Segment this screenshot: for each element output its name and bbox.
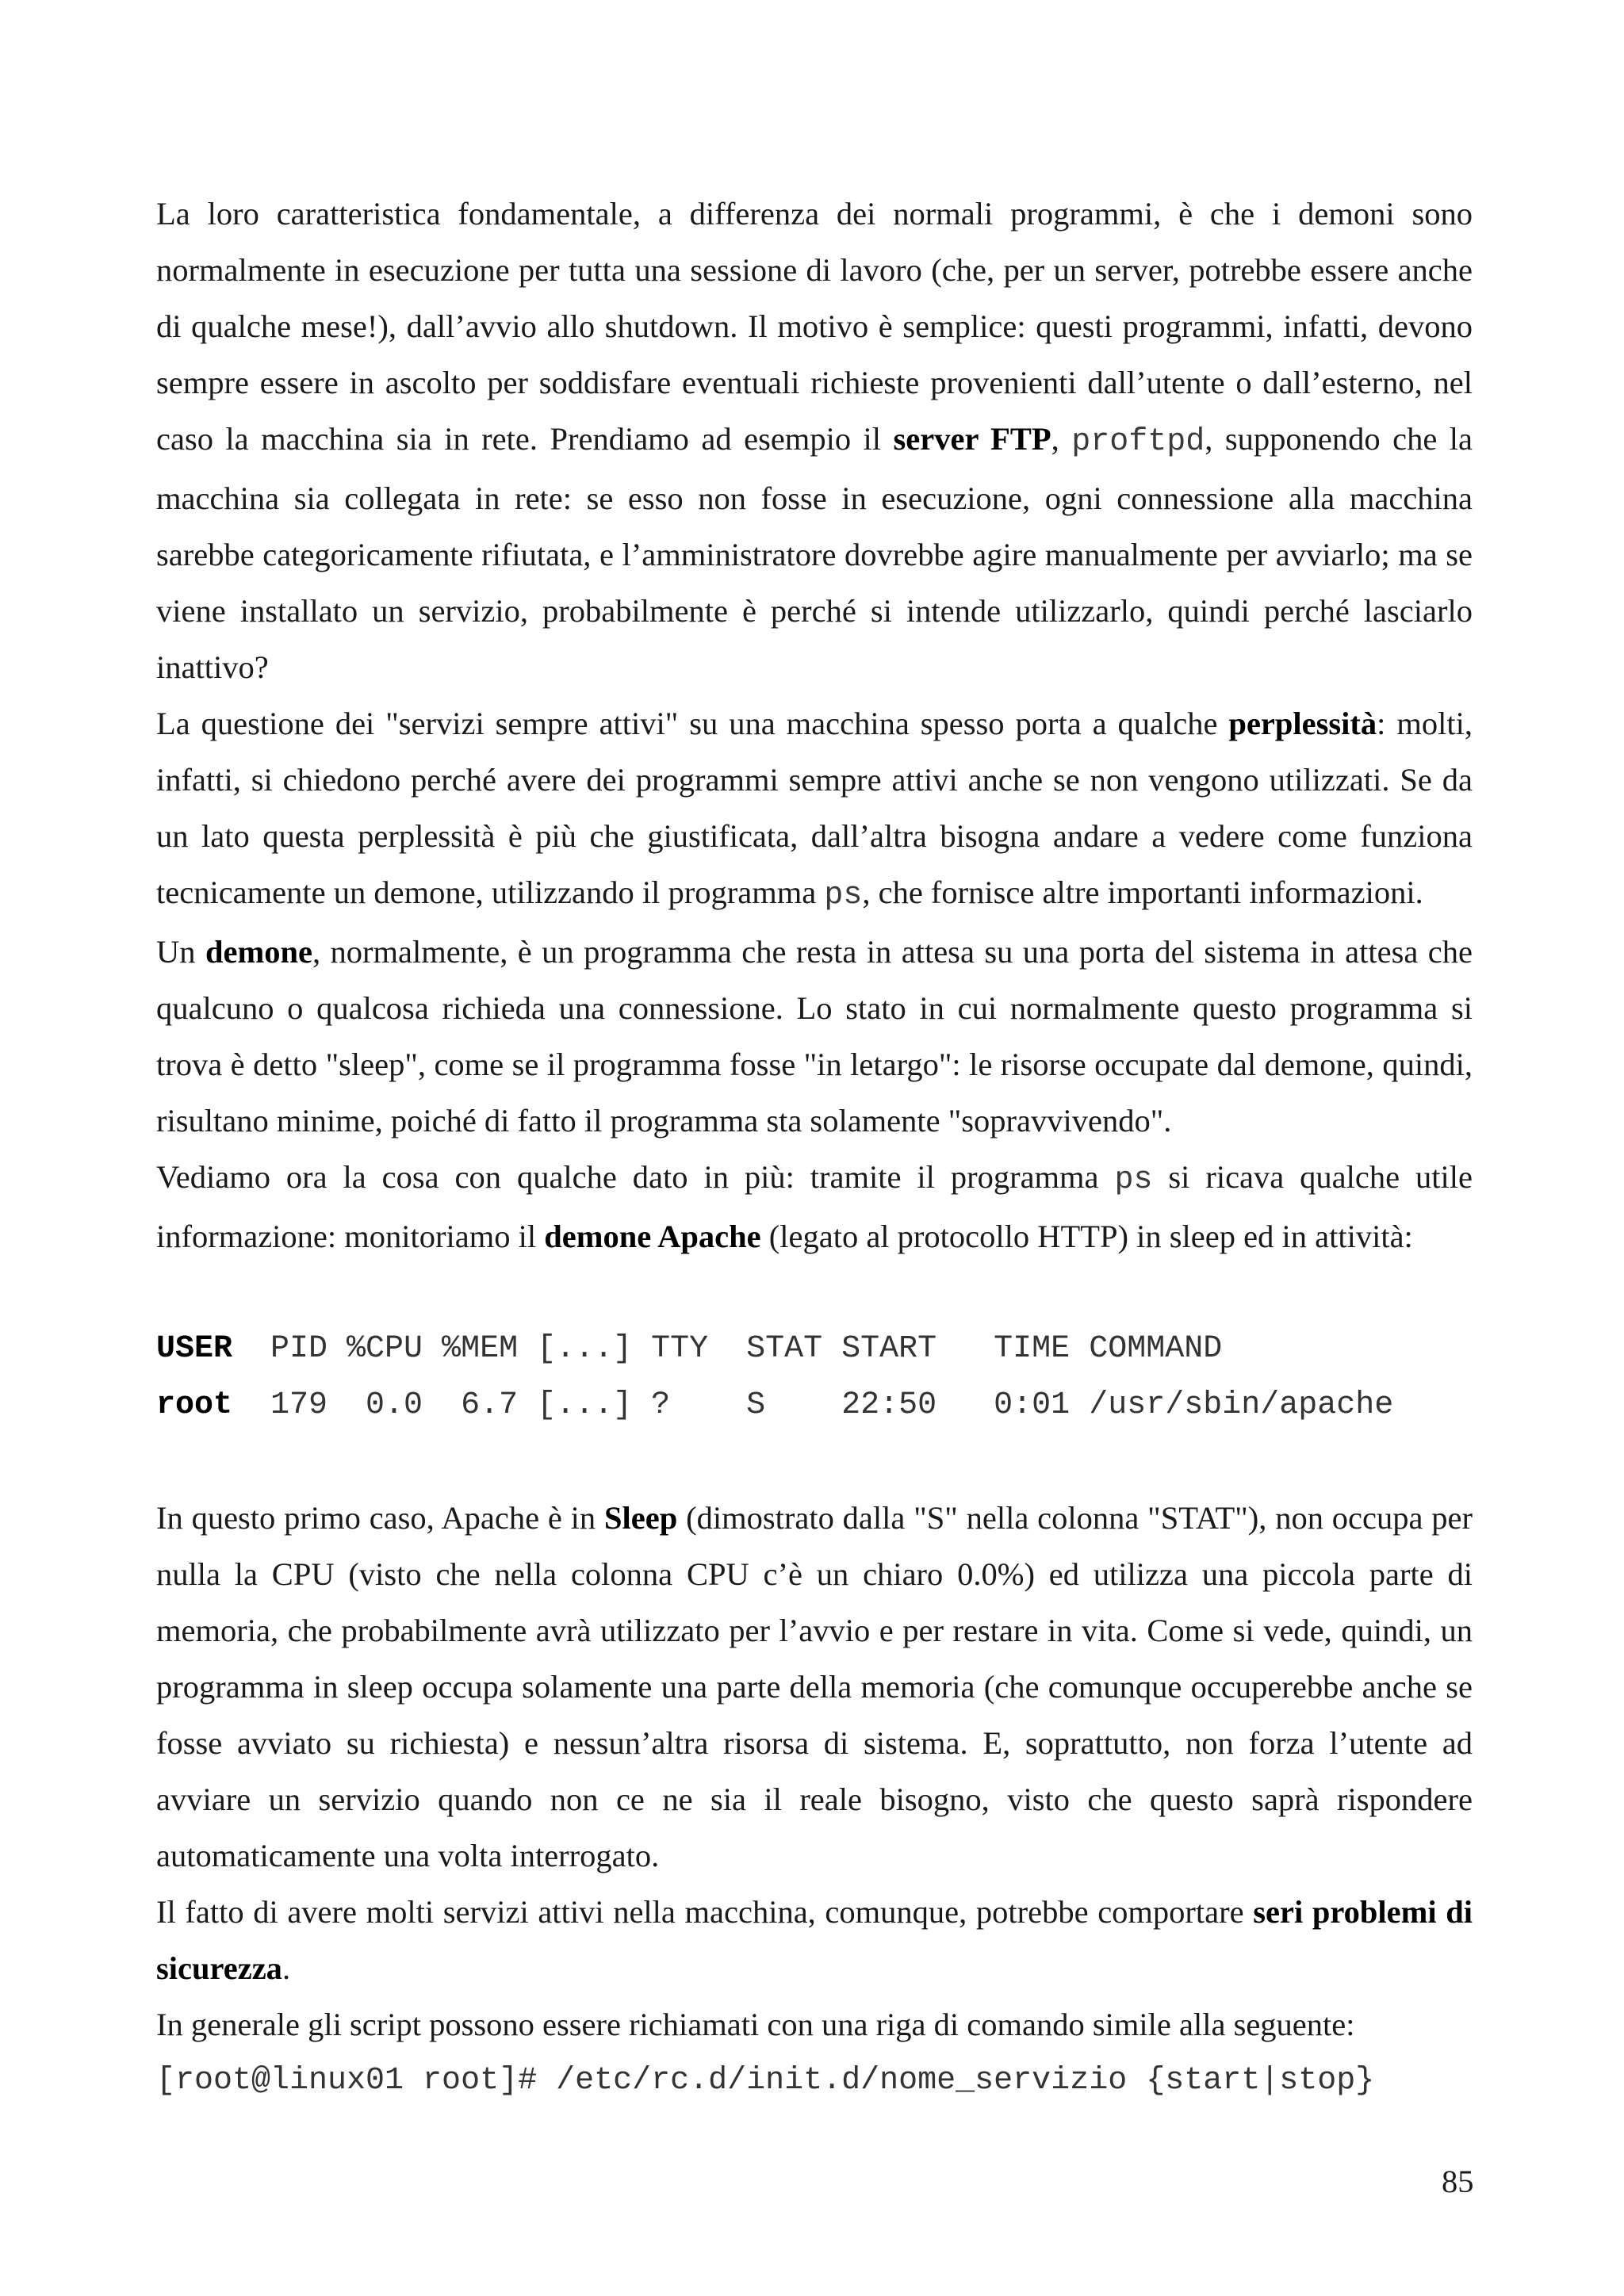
paragraph-daemon-definition: Un demone, normalmente, è un programma che resta in attesa su una porta del sistema in attesa che qualcuno o qualcosa richieda una connessione. Lo stato in cui normalmente questo programma si trova è detto "sleep", come se il programma fosse "in letargo": le risorse occupate dal demone, quindi, risultano minime, poiché di fatto il programma sta solamente "sopravvivendo". <box>156 934 1473 1138</box>
code-ps-2: ps <box>1114 1162 1153 1198</box>
paragraph-sleep-explanation: In questo primo caso, Apache è in Sleep (dimostrato dalla "S" nella colonna "STAT"), non occupa per nulla la CPU (visto che nella colonna CPU c’è un chiaro 0.0%) ed utilizza una piccola parte di memoria, che probabilmente avrà utilizzato per l’avvio e per restare in vita. Come si vede, quindi, un programma in sleep occupa solamente una parte della memoria (che comunque occuperebbe anche se fosse avviato su richiesta) e nessun’altra risorsa di sistema. E, soprattutto, non forza l’utente ad avviare un servizio quando non ce ne sia il reale bisogno, visto che questo saprà rispondere automaticamente una volta interrogato. <box>156 1500 1473 1873</box>
paragraph-ps-example: Vediamo ora la cosa con qualche dato in più: tramite il programma ps si ricava qualche utile informazione: monitoriamo il demone Apache (legato al protocollo HTTP) in sleep ed in attività: <box>156 1159 1473 1254</box>
bold-perplessita: perplessità <box>1228 706 1377 741</box>
bold-sleep: Sleep <box>604 1500 678 1536</box>
code-proftpd: proftpd <box>1071 424 1205 460</box>
paragraph-daemons-intro: La loro caratteristica fondamentale, a differenza dei normali programmi, è che i demoni sono normalmente in esecuzione per tutta una sessione di lavoro (che, per un server, potrebbe essere anche di qualche mese!), dall’avvio allo shutdown. Il motivo è semplice: questi programmi, infatti, devono sempre essere in ascolto per soddisfare eventuali richieste provenienti dall’utente o dall’esterno, nel caso la macchina sia in rete. Prendiamo ad esempio il server FTP, proftpd, supponendo che la macchina sia collegata in rete: se esso non fosse in esecuzione, ogni connessione alla macchina sarebbe categoricamente rifiutata, e l’amministratore dovrebbe agire manualmente per avviarlo; ma se viene installato un servizio, probabilmente è perché si intende utilizzarlo, quindi perché lasciarlo inattivo? <box>156 196 1473 685</box>
bold-server-ftp: server FTP <box>893 421 1051 457</box>
bold-demone: demone <box>205 934 312 970</box>
ps-output-table <box>156 1321 1473 1433</box>
paragraph-perplexity: La questione dei "servizi sempre attivi" su una macchina spesso porta a qualche perplessità: molti, infatti, si chiedono perché avere dei programmi sempre attivi anche se non vengono utilizzati. Se da un lato questa perplessità è più che giustificata, dall’altra bisogna andare a vedere come funziona tecnicamente un demone, utilizzando il programma ps, che fornisce altre importanti informazioni. <box>156 706 1473 913</box>
page-body <box>156 186 1473 2109</box>
bold-demone-apache: demone Apache <box>544 1219 761 1254</box>
paragraph-security: Il fatto di avere molti servizi attivi nella macchina, comunque, potrebbe comportare seri problemi di sicurezza. <box>156 1894 1473 1986</box>
bold-security-problems: seri problemi di sicurezza <box>156 1894 1473 1986</box>
ps-data-row: root 179 0.0 6.7 [...] ? S 22:50 0:01 /usr/sbin/apache <box>156 1387 1394 1423</box>
paragraph-scripts: In generale gli script possono essere richiamati con una riga di comando simile alla seguente: <box>156 2007 1355 2042</box>
code-ps: ps <box>824 878 863 913</box>
ps-header-row: USER PID %CPU %MEM [...] TTY STAT START TIME COMMAND <box>156 1331 1223 1367</box>
command-line-example: [root@linux01 root]# /etc/rc.d/init.d/nome_servizio {start|stop} <box>156 2063 1375 2099</box>
page-number: 85 <box>1442 2164 1474 2199</box>
